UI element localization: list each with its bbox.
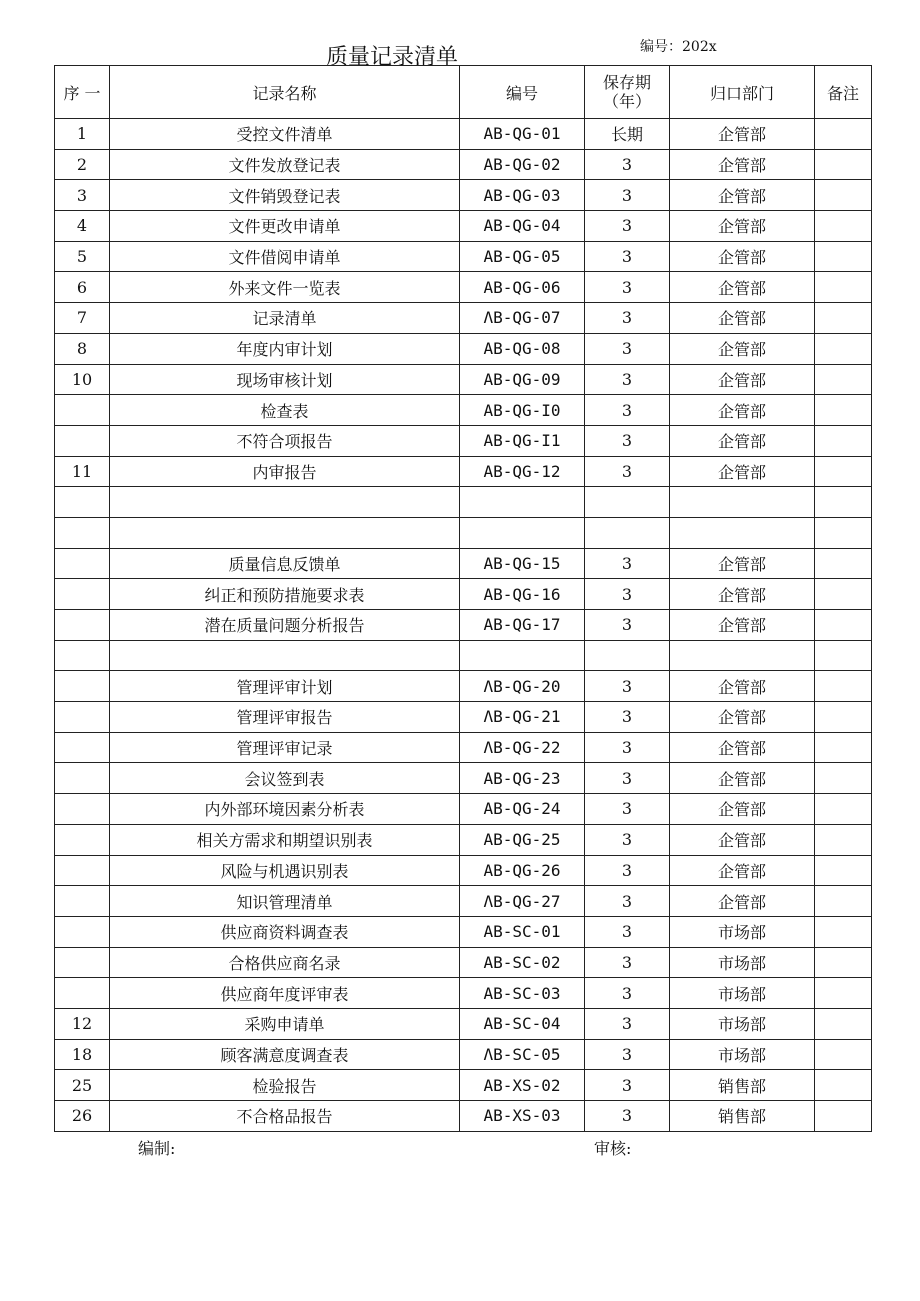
table-row [55, 149, 872, 180]
row-seq: 18 [55, 1039, 110, 1070]
row-retention-period: 3 [585, 1039, 670, 1070]
row-record-name: 质量信息反馈单 [110, 548, 460, 579]
row-seq [55, 732, 110, 763]
row-seq [55, 517, 110, 548]
row-department: 企管部 [670, 732, 815, 763]
row-code: ΛB-QG-22 [460, 732, 585, 763]
row-retention-period: 3 [585, 149, 670, 180]
row-retention-period: 3 [585, 671, 670, 702]
table-row [55, 211, 872, 242]
row-code: AB-QG-I0 [460, 395, 585, 426]
table-row [55, 732, 872, 763]
row-department: 企管部 [670, 180, 815, 211]
row-department: 企管部 [670, 241, 815, 272]
row-seq [55, 610, 110, 641]
row-department: 企管部 [670, 119, 815, 150]
row-retention-period: 3 [585, 303, 670, 334]
row-code: AB-XS-03 [460, 1101, 585, 1132]
row-seq: 5 [55, 241, 110, 272]
row-seq: 4 [55, 211, 110, 242]
row-remark [815, 456, 872, 487]
row-record-name: 记录清单 [110, 303, 460, 334]
table-row [55, 947, 872, 978]
row-retention-period: 3 [585, 272, 670, 303]
row-retention-period [585, 640, 670, 671]
row-department: 企管部 [670, 763, 815, 794]
table-row [55, 425, 872, 456]
row-remark [815, 886, 872, 917]
row-remark [815, 1101, 872, 1132]
row-code: AB-QG-16 [460, 579, 585, 610]
row-remark [815, 303, 872, 334]
row-seq: 26 [55, 1101, 110, 1132]
row-code [460, 640, 585, 671]
row-remark [815, 1008, 872, 1039]
row-department: 企管部 [670, 149, 815, 180]
row-department: 企管部 [670, 425, 815, 456]
row-code: AB-SC-03 [460, 978, 585, 1009]
row-seq [55, 702, 110, 733]
row-record-name: 年度内审计划 [110, 333, 460, 364]
row-remark [815, 855, 872, 886]
row-remark [815, 671, 872, 702]
row-record-name: 不合格品报告 [110, 1101, 460, 1132]
row-seq: 6 [55, 272, 110, 303]
row-record-name: 会议签到表 [110, 763, 460, 794]
row-seq [55, 978, 110, 1009]
row-department: 企管部 [670, 456, 815, 487]
row-department: 企管部 [670, 579, 815, 610]
row-seq [55, 640, 110, 671]
row-retention-period: 长期 [585, 119, 670, 150]
row-record-name: 文件发放登记表 [110, 149, 460, 180]
row-retention-period: 3 [585, 824, 670, 855]
row-department: 市场部 [670, 916, 815, 947]
row-remark [815, 395, 872, 426]
table-row [55, 1039, 872, 1070]
row-remark [815, 548, 872, 579]
row-record-name: 顾客满意度调查表 [110, 1039, 460, 1070]
row-record-name: 潜在质量问题分析报告 [110, 610, 460, 641]
table-row [55, 916, 872, 947]
row-code: ΛB-SC-05 [460, 1039, 585, 1070]
row-code: ΛB-QG-21 [460, 702, 585, 733]
row-record-name: 不符合项报告 [110, 425, 460, 456]
row-retention-period: 3 [585, 180, 670, 211]
row-seq: 11 [55, 456, 110, 487]
row-department: 企管部 [670, 395, 815, 426]
row-seq [55, 395, 110, 426]
row-code: AB-QG-04 [460, 211, 585, 242]
row-code: AB-SC-01 [460, 916, 585, 947]
table-row [55, 119, 872, 150]
row-retention-period: 3 [585, 732, 670, 763]
row-department: 企管部 [670, 333, 815, 364]
row-remark [815, 272, 872, 303]
row-code: AB-QG-08 [460, 333, 585, 364]
row-record-name: 内审报告 [110, 456, 460, 487]
row-department: 企管部 [670, 855, 815, 886]
table-row [55, 610, 872, 641]
row-retention-period: 3 [585, 579, 670, 610]
row-code: AB-QG-23 [460, 763, 585, 794]
row-record-name: 内外部环境因素分析表 [110, 794, 460, 825]
row-record-name: 采购申请单 [110, 1008, 460, 1039]
table-row [55, 1008, 872, 1039]
row-remark [815, 978, 872, 1009]
row-department: 企管部 [670, 303, 815, 334]
row-record-name: 供应商年度评审表 [110, 978, 460, 1009]
row-code: AB-SC-04 [460, 1008, 585, 1039]
row-record-name [110, 487, 460, 518]
row-code: ΛB-QG-07 [460, 303, 585, 334]
row-retention-period: 3 [585, 1070, 670, 1101]
row-department [670, 487, 815, 518]
row-department: 企管部 [670, 886, 815, 917]
row-retention-period: 3 [585, 855, 670, 886]
row-department: 销售部 [670, 1070, 815, 1101]
row-record-name [110, 640, 460, 671]
row-record-name: 相关方需求和期望识别表 [110, 824, 460, 855]
row-department: 企管部 [670, 671, 815, 702]
row-code: AB-QG-05 [460, 241, 585, 272]
row-retention-period: 3 [585, 333, 670, 364]
row-seq: 25 [55, 1070, 110, 1101]
row-seq [55, 916, 110, 947]
table-row [55, 364, 872, 395]
header-remark: 备注 [815, 66, 872, 119]
row-seq: 1 [55, 119, 110, 150]
row-retention-period: 3 [585, 1008, 670, 1039]
table-row [55, 333, 872, 364]
row-department: 企管部 [670, 794, 815, 825]
row-retention-period: 3 [585, 794, 670, 825]
row-remark [815, 702, 872, 733]
row-remark [815, 1039, 872, 1070]
record-list-table [54, 65, 872, 1132]
row-record-name: 外来文件一览表 [110, 272, 460, 303]
row-code: AB-QG-24 [460, 794, 585, 825]
row-retention-period: 3 [585, 947, 670, 978]
row-department [670, 517, 815, 548]
row-remark [815, 579, 872, 610]
row-code: AB-QG-06 [460, 272, 585, 303]
table-row [55, 272, 872, 303]
table-row [55, 517, 872, 548]
row-record-name: 管理评审记录 [110, 732, 460, 763]
header-code: 编号 [460, 66, 585, 119]
table-row [55, 1101, 872, 1132]
row-record-name: 文件销毁登记表 [110, 180, 460, 211]
row-department: 企管部 [670, 272, 815, 303]
row-department: 企管部 [670, 211, 815, 242]
row-remark [815, 916, 872, 947]
row-remark [815, 487, 872, 518]
header-department: 归口部门 [670, 66, 815, 119]
row-department: 企管部 [670, 824, 815, 855]
table-row [55, 456, 872, 487]
row-seq [55, 824, 110, 855]
row-code: AB-QG-01 [460, 119, 585, 150]
row-record-name: 管理评审计划 [110, 671, 460, 702]
row-remark [815, 211, 872, 242]
header-retention-period-line2: （年） [602, 92, 651, 111]
row-code: AB-QG-12 [460, 456, 585, 487]
row-department: 企管部 [670, 610, 815, 641]
row-seq: 2 [55, 149, 110, 180]
table-row [55, 395, 872, 426]
row-retention-period: 3 [585, 1101, 670, 1132]
header-record-name: 记录名称 [110, 66, 460, 119]
row-code: AB-QG-25 [460, 824, 585, 855]
row-record-name: 检验报告 [110, 1070, 460, 1101]
row-record-name: 受控文件清单 [110, 119, 460, 150]
row-remark [815, 732, 872, 763]
row-code: AB-QG-26 [460, 855, 585, 886]
row-remark [815, 517, 872, 548]
row-code: AB-QG-15 [460, 548, 585, 579]
row-record-name: 合格供应商名录 [110, 947, 460, 978]
row-record-name: 现场审核计划 [110, 364, 460, 395]
row-retention-period: 3 [585, 241, 670, 272]
table-row [55, 702, 872, 733]
table-row [55, 180, 872, 211]
table-row [55, 794, 872, 825]
header-retention-period-line1: 保存期 [602, 73, 651, 92]
row-seq [55, 579, 110, 610]
table-row [55, 886, 872, 917]
row-retention-period: 3 [585, 395, 670, 426]
row-department: 市场部 [670, 1039, 815, 1070]
row-retention-period: 3 [585, 610, 670, 641]
row-department [670, 640, 815, 671]
table-row [55, 487, 872, 518]
row-department: 销售部 [670, 1101, 815, 1132]
row-department: 市场部 [670, 947, 815, 978]
row-remark [815, 425, 872, 456]
row-remark [815, 119, 872, 150]
row-seq: 8 [55, 333, 110, 364]
table-header-row [55, 66, 872, 119]
table-row [55, 978, 872, 1009]
table-row [55, 763, 872, 794]
row-record-name: 检查表 [110, 395, 460, 426]
table-row [55, 303, 872, 334]
row-seq [55, 425, 110, 456]
row-department: 企管部 [670, 702, 815, 733]
table-row [55, 640, 872, 671]
row-department: 市场部 [670, 978, 815, 1009]
row-code: AB-QG-17 [460, 610, 585, 641]
row-retention-period: 3 [585, 978, 670, 1009]
row-seq [55, 855, 110, 886]
row-seq [55, 794, 110, 825]
table-row [55, 824, 872, 855]
row-remark [815, 364, 872, 395]
reviewed-by-label: 审核: [594, 1139, 632, 1158]
row-retention-period: 3 [585, 211, 670, 242]
row-code: AB-QG-03 [460, 180, 585, 211]
row-seq [55, 548, 110, 579]
prepared-by-label: 编制: [138, 1139, 176, 1158]
row-seq: 12 [55, 1008, 110, 1039]
row-seq [55, 886, 110, 917]
header-seq: 序 一 [55, 66, 110, 119]
row-retention-period: 3 [585, 702, 670, 733]
row-code [460, 517, 585, 548]
row-remark [815, 149, 872, 180]
row-seq: 10 [55, 364, 110, 395]
row-remark [815, 794, 872, 825]
table-row [55, 671, 872, 702]
row-record-name: 风险与机遇识别表 [110, 855, 460, 886]
row-code: AB-XS-02 [460, 1070, 585, 1101]
table-row [55, 579, 872, 610]
row-remark [815, 1070, 872, 1101]
row-seq [55, 763, 110, 794]
row-seq [55, 487, 110, 518]
table-row [55, 548, 872, 579]
row-record-name: 管理评审报告 [110, 702, 460, 733]
row-retention-period: 3 [585, 886, 670, 917]
row-remark [815, 241, 872, 272]
row-code: AB-QG-09 [460, 364, 585, 395]
table-row [55, 1070, 872, 1101]
row-remark [815, 824, 872, 855]
row-remark [815, 180, 872, 211]
row-code: AB-QG-I1 [460, 425, 585, 456]
table-row [55, 241, 872, 272]
row-code: AB-QG-02 [460, 149, 585, 180]
row-record-name: 供应商资料调查表 [110, 916, 460, 947]
row-code: AB-SC-02 [460, 947, 585, 978]
row-record-name: 文件借阅申请单 [110, 241, 460, 272]
row-department: 企管部 [670, 548, 815, 579]
document-number: 编号：202x [640, 39, 717, 55]
row-seq: 3 [55, 180, 110, 211]
row-record-name [110, 517, 460, 548]
row-record-name: 文件更改申请单 [110, 211, 460, 242]
row-retention-period: 3 [585, 425, 670, 456]
row-code: ΛB-QG-27 [460, 886, 585, 917]
row-code: ΛB-QG-20 [460, 671, 585, 702]
document-title: 质量记录清单 [326, 45, 459, 70]
row-seq [55, 671, 110, 702]
row-remark [815, 947, 872, 978]
row-department: 企管部 [670, 364, 815, 395]
row-remark [815, 610, 872, 641]
row-retention-period [585, 487, 670, 518]
row-seq: 7 [55, 303, 110, 334]
row-department: 市场部 [670, 1008, 815, 1039]
row-record-name: 纠正和预防措施要求表 [110, 579, 460, 610]
row-retention-period [585, 517, 670, 548]
row-retention-period: 3 [585, 916, 670, 947]
row-record-name: 知识管理清单 [110, 886, 460, 917]
row-retention-period: 3 [585, 364, 670, 395]
row-seq [55, 947, 110, 978]
row-remark [815, 333, 872, 364]
row-retention-period: 3 [585, 763, 670, 794]
row-retention-period: 3 [585, 548, 670, 579]
table-row [55, 855, 872, 886]
header-retention-period [585, 66, 670, 119]
row-remark [815, 763, 872, 794]
row-code [460, 487, 585, 518]
row-retention-period: 3 [585, 456, 670, 487]
row-remark [815, 640, 872, 671]
